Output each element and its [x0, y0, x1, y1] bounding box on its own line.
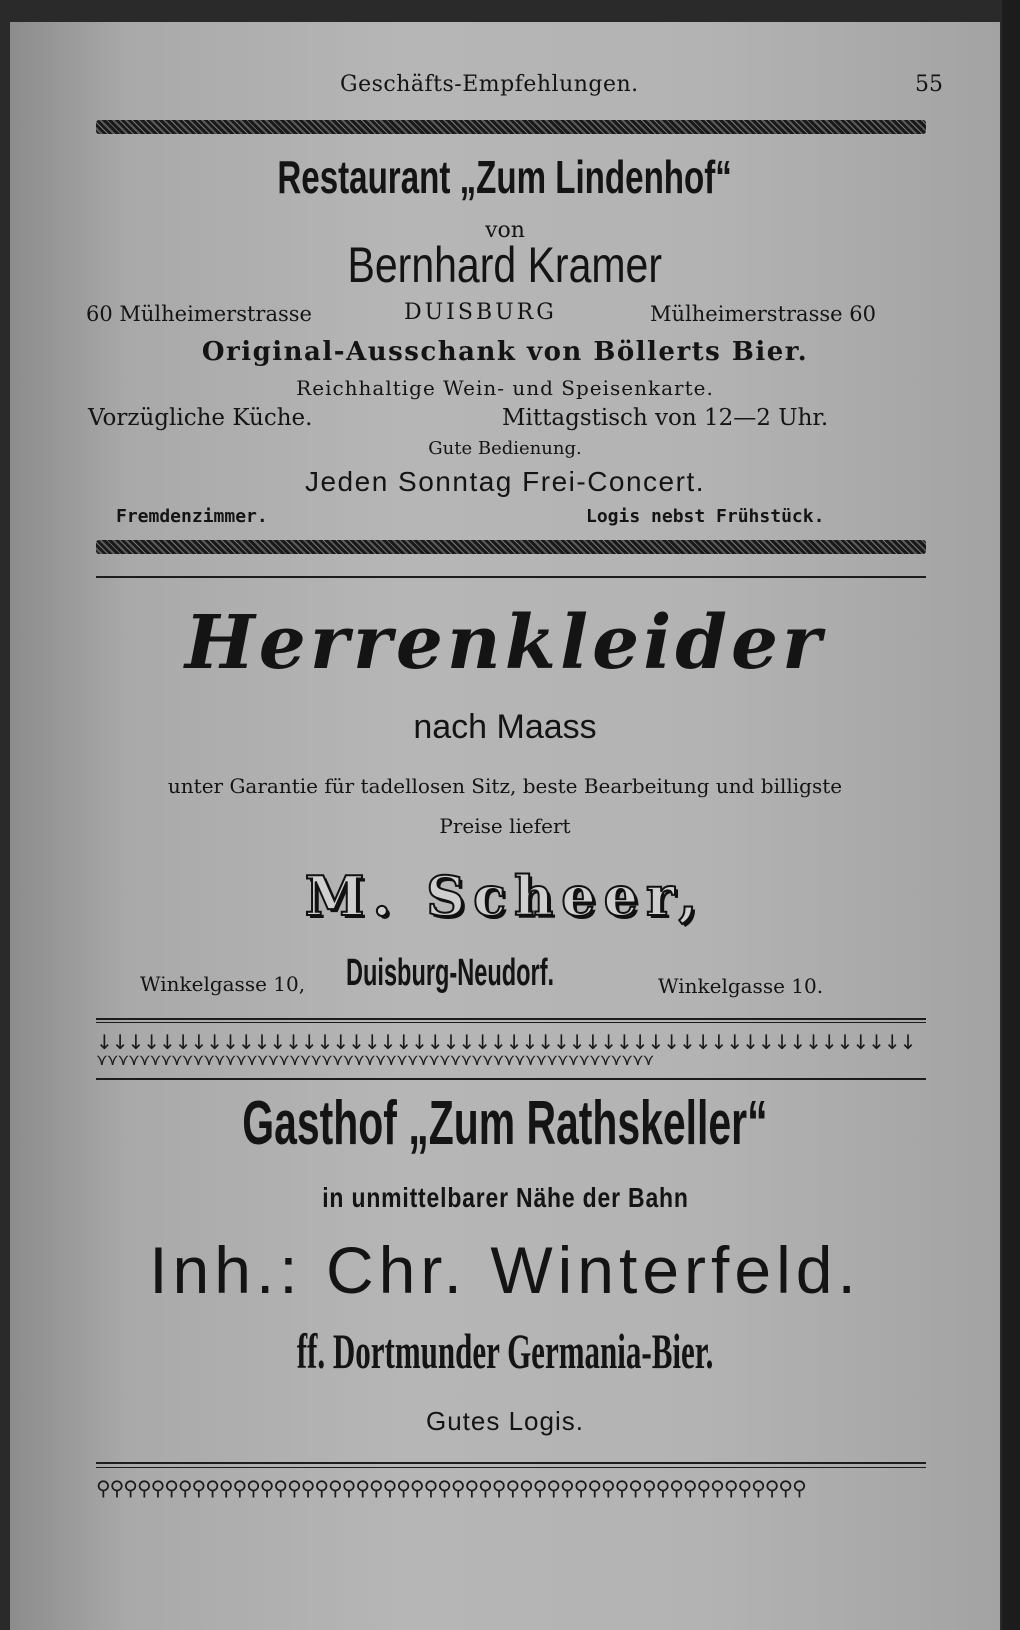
- lindenhof-owner: Bernhard Kramer: [347, 237, 663, 293]
- lindenhof-address-left: 60 Mülheimerstrasse: [86, 302, 312, 326]
- scheer-city: Duisburg-Neudorf.: [346, 952, 555, 994]
- rathskeller-lodging: Gutes Logis.: [426, 1406, 584, 1436]
- cross-ornament-row: ⚲⚲⚲⚲⚲⚲⚲⚲⚲⚲⚲⚲⚲⚲⚲⚲⚲⚲⚲⚲⚲⚲⚲⚲⚲⚲⚲⚲⚲⚲⚲⚲⚲⚲⚲⚲⚲⚲⚲⚲⚲⚲⚲⚲⚲⚲⚲⚲⚲⚲⚲⚲: [96, 1476, 806, 1500]
- lindenhof-concert: Jeden Sonntag Frei-Concert.: [304, 466, 706, 497]
- lindenhof-menu: Reichhaltige Wein- und Speisenkarte.: [296, 376, 714, 400]
- section-title: Geschäfts-Empfehlungen.: [340, 72, 639, 97]
- rathskeller-location: in unmittelbarer Nähe der Bahn: [321, 1182, 689, 1213]
- rathskeller-location-wrap: [10, 1182, 1000, 1214]
- divider-rule-double-2: [96, 1022, 926, 1023]
- scheer-title: Herrenkleider: [184, 600, 826, 686]
- rathskeller-beer-wrap: [10, 1322, 1000, 1380]
- lindenhof-service: Gute Bedienung.: [428, 438, 582, 459]
- scheer-text-line2: Preise liefert: [439, 814, 571, 838]
- divider-rule: [96, 576, 926, 578]
- lindenhof-lunch: Mittagstisch von 12—2 Uhr.: [502, 405, 829, 431]
- scan-edge-shadow: [1002, 0, 1020, 1630]
- page-number: 55: [915, 72, 943, 97]
- divider-rule-3: [96, 1078, 926, 1080]
- lindenhof-title-wrap: [10, 150, 1000, 204]
- lindenhof-owner-wrap: [10, 236, 1000, 294]
- rathskeller-title-wrap: [10, 1088, 1000, 1159]
- lindenhof-city: DUISBURG: [404, 300, 557, 325]
- rathskeller-owner: Inh.: Chr. Winterfeld.: [149, 1233, 861, 1307]
- bottom-rule-2: [96, 1467, 926, 1468]
- rathskeller-beer: ff. Dortmunder Germania-Bier.: [296, 1323, 714, 1379]
- lindenhof-title: Restaurant „Zum Lindenhof“: [277, 151, 733, 203]
- lindenhof-address-right: Mülheimerstrasse 60: [650, 302, 876, 326]
- printed-page: [10, 22, 1000, 1630]
- scheer-subtitle: nach Maass: [413, 708, 597, 746]
- scheer-address-right: Winkelgasse 10.: [658, 974, 824, 998]
- lindenhof-beer: Original-Ausschank von Böllerts Bier.: [201, 337, 809, 367]
- lindenhof-kitchen: Vorzügliche Küche.: [88, 405, 313, 431]
- scheer-city-wrap: [346, 952, 682, 995]
- scheer-name: M. Scheer,: [304, 864, 706, 928]
- lindenhof-von: von: [485, 218, 525, 243]
- arrow-ornament-row: ↓↓↓↓↓↓↓↓↓↓↓↓↓↓↓↓↓↓↓↓↓↓↓↓↓↓↓↓↓↓↓↓↓↓↓↓↓↓↓↓↓↓↓↓↓↓↓↓↓↓↓↓: [96, 1030, 916, 1054]
- scheer-address-left: Winkelgasse 10,: [140, 972, 306, 996]
- top-ornamental-band: [96, 120, 926, 134]
- divider-rule-double-1: [96, 1018, 926, 1020]
- bottom-rule-1: [96, 1462, 926, 1464]
- zigzag-ornament-row: ⋎⋎⋎⋎⋎⋎⋎⋎⋎⋎⋎⋎⋎⋎⋎⋎⋎⋎⋎⋎⋎⋎⋎⋎⋎⋎⋎⋎⋎⋎⋎⋎⋎⋎⋎⋎⋎⋎⋎⋎⋎⋎⋎⋎⋎⋎⋎⋎⋎⋎⋎⋎: [96, 1050, 654, 1069]
- rathskeller-title: Gasthof „Zum Rathskeller“: [242, 1089, 768, 1158]
- middle-ornamental-band: [96, 540, 926, 554]
- lindenhof-rooms: Fremdenzimmer.: [116, 506, 268, 527]
- lindenhof-lodging: Logis nebst Frühstück.: [586, 506, 825, 527]
- scheer-text-line1: unter Garantie für tadellosen Sitz, beste Bearbeitung und billigste: [167, 774, 843, 798]
